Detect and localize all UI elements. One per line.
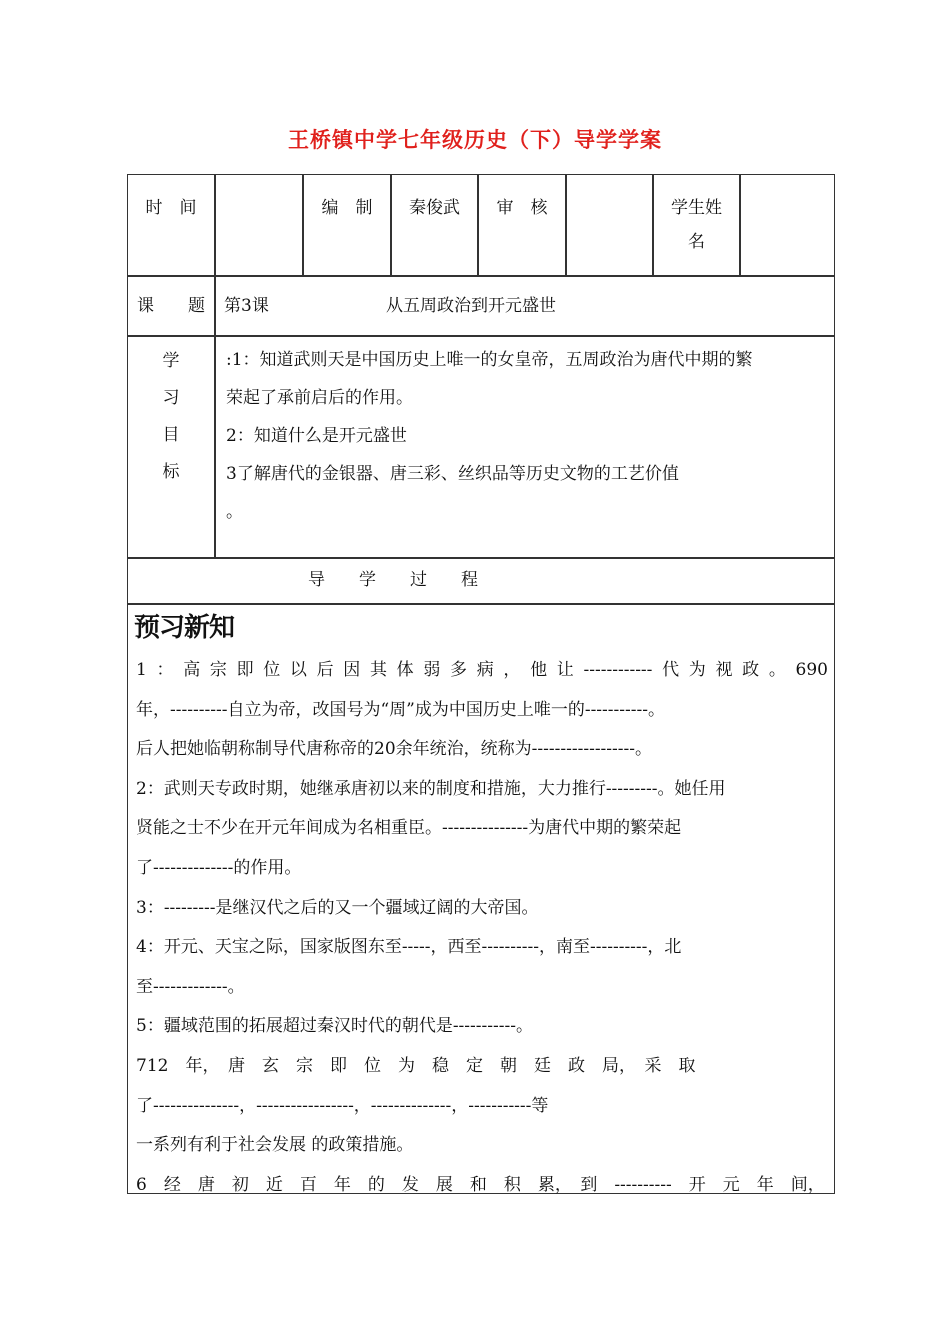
row-divider	[128, 557, 834, 559]
reviewer-label: 审 核	[496, 198, 548, 218]
section-heading: 预习新知	[134, 613, 235, 643]
exercise-text	[136, 651, 828, 1205]
study-plan-table	[127, 174, 835, 1194]
goal-label-char: 目	[162, 425, 180, 445]
exercise-line: 后人把她临朝称制导代唐称帝的20余年统治，统称为------------------。	[136, 739, 653, 760]
exercise-line: 3：---------是继汉代之后的又一个疆域辽阔的大帝国。	[136, 897, 539, 918]
exercise-line: 一系列有利于社会发展 的政策措施。	[136, 1135, 414, 1156]
exercise-line: 4：开元、天宝之际，国家版图东至-----，西至----------，南至----------，北	[136, 937, 682, 958]
student-name-label-line2: 名	[688, 232, 705, 252]
student-name-label-line1: 学生姓	[671, 198, 722, 218]
column-divider	[565, 175, 567, 275]
goal-label-char: 习	[162, 388, 180, 408]
lesson-number: 第3课	[224, 296, 269, 316]
column-divider	[477, 175, 479, 275]
exercise-line: 6 经 唐 初 近 百 年 的 发 展 和 积 累， 到 ---------- 开 元 年 间，	[136, 1174, 825, 1195]
exercise-line: 712 年， 唐 玄 宗 即 位 为 稳 定 朝 廷 政 局， 采 取	[136, 1055, 696, 1076]
lesson-title: 从五周政治到开元盛世	[386, 296, 556, 316]
student-name-label	[654, 191, 739, 259]
exercise-line: 了---------------，-----------------，--------------，-----------等	[136, 1095, 549, 1116]
editor-label: 编 制	[321, 198, 373, 218]
exercise-line: 2：武则天专政时期，她继承唐初以来的制度和措施，大力推行---------。她任用	[136, 778, 726, 799]
goal-line: 2：知道什么是开元盛世	[226, 426, 407, 446]
exercise-line: 贤能之士不少在开元年间成为名相重臣。---------------为唐代中期的繁荣起	[136, 818, 682, 839]
row-divider	[128, 275, 834, 277]
goal-line: 荣起了承前启后的作用。	[226, 388, 413, 408]
goal-line: :1：知道武则天是中国历史上唯一的女皇帝，五周政治为唐代中期的繁	[226, 350, 753, 370]
goal-line: 3了解唐代的金银器、唐三彩、丝织品等历史文物的工艺价值	[226, 464, 679, 484]
exercise-line: 年，----------自立为帝，改国号为“周”成为中国历史上唯一的-----------。	[136, 699, 666, 720]
goal-line: 。	[226, 502, 243, 522]
goal-label-char: 标	[162, 462, 180, 482]
goal-label-char: 学	[162, 351, 180, 371]
document-title: 王桥镇中学七年级历史（下）导学学案	[288, 127, 662, 152]
editor-value: 秦俊武	[409, 198, 460, 218]
topic-label: 课 题	[137, 296, 205, 316]
exercise-line: 了--------------的作用。	[136, 857, 302, 878]
exercise-line: 5：疆域范围的拓展超过秦汉时代的朝代是-----------。	[136, 1016, 534, 1037]
column-divider	[390, 175, 392, 275]
time-label: 时 间	[145, 198, 197, 218]
column-divider	[302, 175, 304, 275]
process-heading: 导 学 过 程	[308, 570, 478, 590]
column-divider	[739, 175, 741, 275]
exercise-line: 至-------------。	[136, 976, 245, 997]
exercise-line: 1：高宗即位以后因其体弱多病，他让------------代为视政。690	[136, 660, 828, 680]
learning-goals-text	[226, 335, 826, 531]
column-divider	[214, 175, 216, 557]
row-divider	[128, 603, 834, 605]
learning-goals-label	[128, 343, 214, 491]
